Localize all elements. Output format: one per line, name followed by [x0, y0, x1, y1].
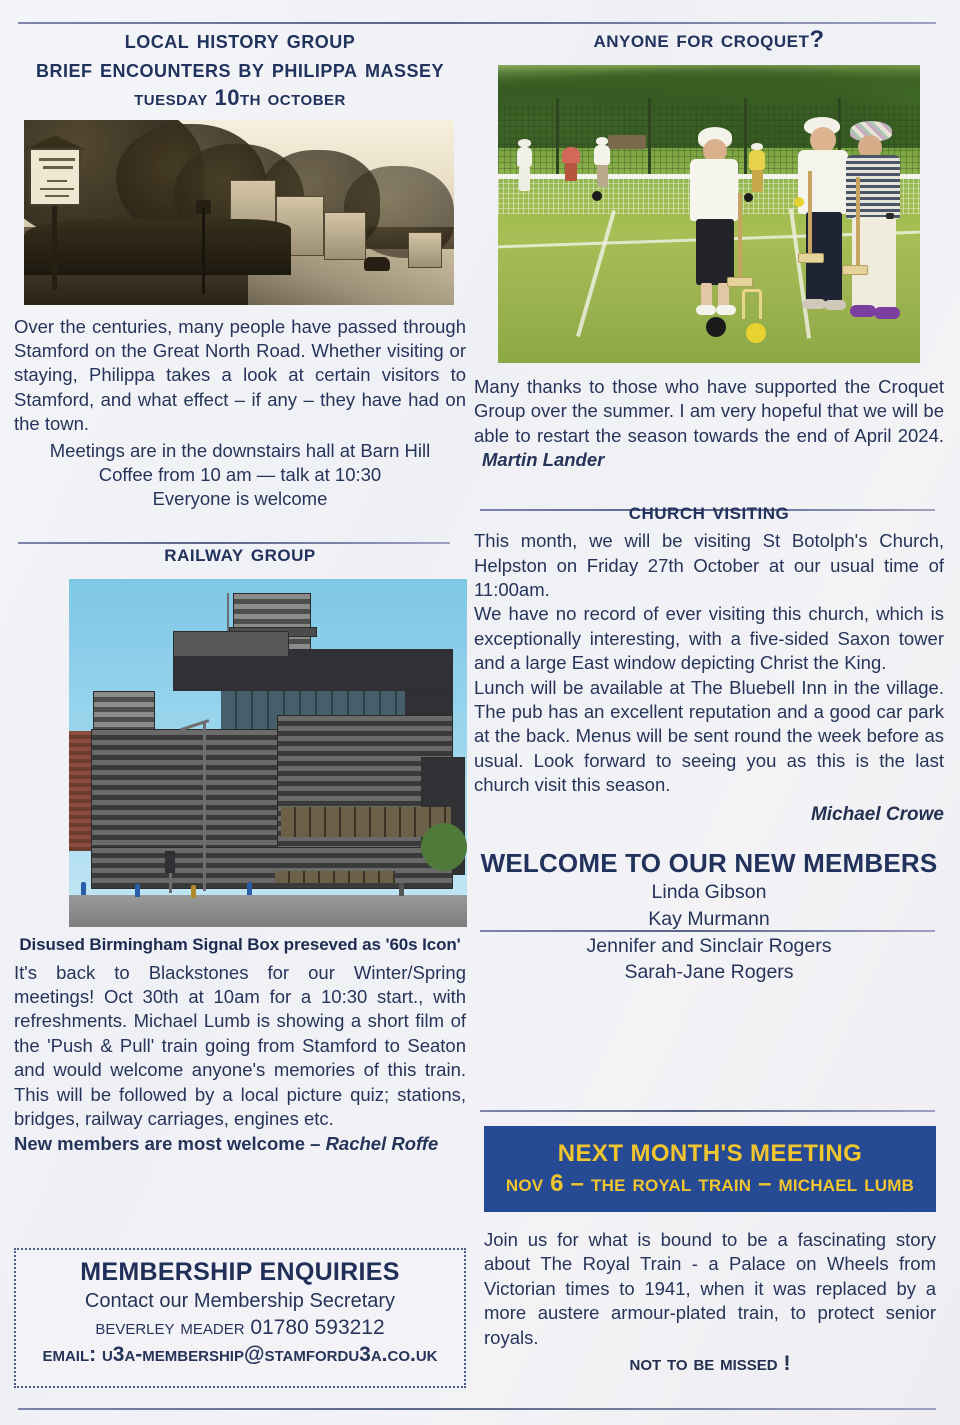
new-members-title: WELCOME TO OUR NEW MEMBERS — [480, 847, 938, 878]
church-visiting-paragraph-2: We have no record of ever visiting this church, which is exceptionally interesting, with a five-sided Saxon tower and a large East window depicting Christ the King. — [474, 603, 944, 674]
divider-right-lower — [480, 1110, 935, 1112]
railway-closing-text: New members are most welcome — [14, 1133, 311, 1155]
croquet-hoop — [742, 289, 762, 319]
membership-title: MEMBERSHIP ENQUIRIES — [80, 1258, 400, 1286]
local-history-meeting-line-3: Everyone is welcome — [152, 488, 328, 510]
railway-title: railway group — [164, 539, 316, 567]
membership-enquiries-box — [14, 1248, 466, 1388]
membership-email[interactable]: email: u3a-membership@stamfordu3a.co.uk — [42, 1343, 438, 1366]
photo-stamford-great-north-road — [24, 120, 454, 305]
membership-secretary-contact: beverley meader 01780 593212 — [95, 1316, 385, 1339]
railway-signature: – Rachel Roffe — [310, 1133, 439, 1155]
section-croquet — [474, 26, 944, 472]
church-visiting-paragraph-1: This month, we will be visiting St Botolph's Church, Helpston on Friday 27th October at our usual time of 11:00am. — [474, 530, 944, 601]
railway-paragraph: It's back to Blackstones for our Winter/Spring meetings! Oct 30th at 10am for a 10:30 start., with refreshments. Michael Lumb is showing a short film of the 'Push & Pull' train going from Stamford to Seaton and would welcome anyone's memories of this train. This will be followed by a local picture quiz; stations, bridges, railway carriages, engines etc. — [14, 961, 466, 1129]
photo-croquet-lawn — [498, 65, 920, 363]
next-month-paragraph: Join us for what is bound to be a fascinating story about The Royal Train - a Palace on Wheels from Victorian times to 1941, when it was replaced by a more austere armour-plated train, to protect senior royals. — [484, 1229, 936, 1348]
next-month-description — [484, 1228, 936, 1376]
croquet-player-foreground-left — [682, 127, 744, 317]
right-column — [474, 26, 944, 986]
local-history-title: local history group — [124, 26, 356, 54]
list-item: Kay Murmann — [648, 907, 770, 930]
list-item: Linda Gibson — [651, 880, 767, 903]
local-history-paragraph: Over the centuries, many people have passed through Stamford on the Great North Road. Whether visiting or staying, Philippa takes a look at certain visitors to Stamford, and what effect – if any – they have had on the town. — [14, 315, 466, 435]
next-month-banner-line-2: nov 6 – the royal train – michael lumb — [505, 1170, 915, 1197]
local-history-meeting-line-2: Coffee from 10 am — talk at 10:30 — [98, 463, 382, 485]
section-church-visiting — [474, 498, 944, 825]
croquet-paragraph — [474, 375, 944, 473]
new-members-list — [474, 879, 944, 987]
next-month-banner-line-1: NEXT MONTH'S MEETING — [557, 1140, 863, 1167]
divider-bottom — [18, 1408, 936, 1410]
welcome-to-stamford-sign — [29, 148, 81, 206]
left-column — [14, 26, 466, 1157]
section-new-members — [474, 848, 944, 987]
church-visiting-title: church visiting — [628, 498, 790, 526]
section-local-history — [14, 26, 466, 512]
church-visiting-signature: Michael Crowe — [810, 803, 944, 825]
divider-top — [18, 22, 936, 24]
croquet-paragraph-text: Many thanks to those who have supported the Croquet Group over the summer. I am very hopeful that we will be able to restart the season towards the end of April 2024. — [474, 375, 944, 446]
list-item: Jennifer and Sinclair Rogers — [586, 934, 832, 957]
next-month-meeting-banner — [484, 1126, 936, 1212]
local-history-date: tuesday 10th october — [134, 85, 346, 110]
railway-photo-caption: Disused Birmingham Signal Box preseved as '60s Icon' — [19, 934, 461, 954]
local-history-meeting-line-1: Meetings are in the downstairs hall at Barn Hill — [49, 439, 431, 461]
section-railway-group — [14, 540, 466, 1157]
croquet-title: anyone for croquet? — [593, 26, 825, 53]
croquet-ball-yellow — [746, 323, 766, 343]
church-visiting-paragraph-3: Lunch will be available at The Bluebell Inn in the village. The pub has an excellent reputation and a good car park at the back. Menus will be sent round the week before as usual. Look forward to seeing you as this is the last church visit this season. — [474, 676, 944, 796]
membership-line-1: Contact our Membership Secretary — [84, 1290, 396, 1312]
croquet-signature: Martin Lander — [482, 449, 605, 471]
railway-closing-line — [14, 1132, 466, 1156]
photo-birmingham-signal-box — [69, 579, 467, 927]
list-item: Sarah-Jane Rogers — [624, 961, 794, 984]
next-month-closing: not to be missed ! — [629, 1352, 791, 1376]
croquet-mallet-left — [738, 193, 742, 281]
local-history-subtitle: brief encounters by philippa massey — [36, 55, 444, 83]
croquet-player-foreground-right — [842, 121, 908, 325]
croquet-ball-black — [706, 317, 726, 337]
